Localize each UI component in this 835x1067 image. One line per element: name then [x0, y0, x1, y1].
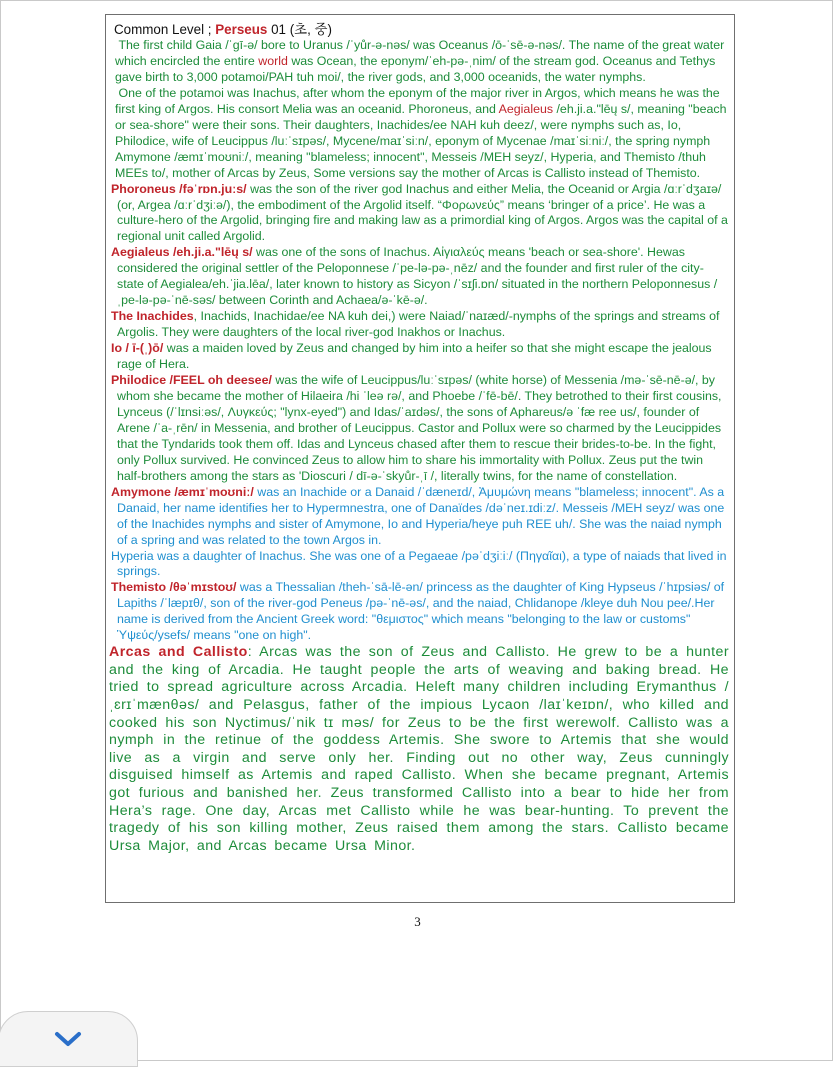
paragraph-oceanus	[109, 38, 731, 86]
document-content	[106, 15, 734, 855]
paragraph-arcas-callisto	[109, 644, 731, 855]
document-box	[105, 14, 735, 903]
paragraph-text: , Inachids, Inachidae/ee NA kuh dei,) were Naiad/ˈnaɪæd/-nymphs of the springs and streams of Argolis. They were daughters of the local river-god Inakhos or Inachus.	[117, 309, 720, 340]
entry-heading: Amymone /æmɪˈmoʊniː/	[111, 484, 254, 499]
highlight-world: world	[258, 53, 288, 68]
paragraph-aegialeus	[109, 245, 731, 309]
entry-heading: Io / ī-(ˌ)ō/	[111, 341, 164, 356]
heading-number: 01 (초, 중)	[271, 22, 332, 37]
heading-name: Perseus	[215, 22, 268, 37]
paragraph-text: was Ocean, the eponym/ˈeh-pə-ˌnim/ of the stream god. Oceanus and Tethys gave birth to 3,000 potamoi/PAH tuh moi/, the river gods, and 3,000 oceanids, the water nymphs.	[115, 53, 716, 84]
paragraph-text: : Arcas was the son of Zeus and Callisto. He grew to be a hunter and the king of Arcadia. He taught people the arts of weaving and baking bread. He tried to spread agriculture across Arcadia. Heleft many children including Erymanthus /ˌɛrɪˈmænθəs/ and Pelasgus, father of the impious Lycaon /laɪˈkeɪɒn/, who killed and cooked his son Nyctimus/ˈnik tɪ məs/ for Zeus to be the first werewolf. Callisto was a nymph in the retinue of the goddess Artemis. She swore to Artemis that she would live as a virgin and serve only her. Finding out no other way, Zeus cunningly disguised himself as Artemis and raped Callisto. When she became pregnant, Artemis got furious and banished her. Zeus transformed Callisto into a bear to hide her from Hera’s rage. One day, Arcas met Callisto while he was bear-hunting. To prevent the tragedy of his son killing mother, Zeus raised them among the stars. Callisto became Ursa Major, and Arcas became Ursa Minor.	[109, 644, 729, 854]
entry-heading: Aegialeus /eh.ji.a."lēų s/	[111, 245, 253, 260]
paragraph-themisto	[109, 580, 731, 644]
paragraph-potamoi	[109, 86, 731, 182]
heading-level: Common Level ;	[114, 22, 212, 37]
paragraph-philodice	[109, 373, 731, 485]
document-heading	[109, 21, 731, 38]
paragraph-amymone	[109, 485, 731, 549]
paragraph-text: was a Thessalian /theh-ˈsā-lē-ən/ princess as the daughter of King Hypseus /ˈhɪpsiəs/ of Lapiths /ˈlæpɪθ/, son of the river-god Peneus /pə-ˈnē-əs/, and the naiad, Chlidanope /kleye duh Nou pee/.Her name is derived from the Ancient Greek word: "θεμιστος" which means "belonging to the law or customs" Ὑψεύς/ysefs/ means "one on high".	[117, 580, 725, 643]
entry-heading: Phoroneus /fəˈrɒn.juːs/	[111, 181, 247, 196]
highlight-aegialeus: Aegialeus	[498, 101, 554, 116]
paragraph-text: One of the potamoi was Inachus, after whom the eponym of the major river in Argos, which means he was the first king of Argos. His consort Melia was an oceanid. Phoroneus, and	[115, 85, 720, 116]
page-number: 3	[414, 914, 421, 929]
entry-heading: The Inachides	[111, 309, 194, 324]
paragraph-text: was the wife of Leucippus/luːˈsɪpəs/ (white horse) of Messenia /mə-ˈsē-nē-ə/, by whom she became the mother of Hilaeira /hi ˈleə rə/, and Phoebe /ˈfē-bē/. They betrothed to their first cousins, Lynceus (/ˈlɪnsiːəs/, Λυγκεύς; "lynx-eyed") and Idas/ˈaɪdəs/, the sons of Aphareus/ə ˈfæ ree us/, founder of Arene /ˈa-ˌrēn/ in Messenia, and brother of Leucippus. Castor and Pollux were so charmed by the Leucippides that the Tyndarids took them off. Idas and Lynceus chased after them to rescue their brides-to-be. In the fight, only Pollux survived. He convinced Zeus to allow him to share his immortality with Pollux. Zeus put the twin half-brothers among the stars as 'Dioscuri / dī-ə-ˈskyůr-ˌī /, literally twins, for the name of constellation.	[117, 373, 722, 483]
chevron-down-icon	[53, 1029, 83, 1049]
paragraph-io	[109, 341, 731, 373]
paragraph-text: was a maiden loved by Zeus and changed by him into a heifer so that she might escape the jealous rage of Hera.	[117, 341, 712, 372]
paragraph-hyperia	[109, 549, 731, 581]
entry-heading: Themisto /θəˈmɪstoʊ/	[111, 580, 237, 595]
entry-heading: Arcas and Callisto	[109, 644, 248, 661]
paragraph-text: Hyperia was a daughter of Inachus. She was one of a Pegaeae /pəˈdʒiːiː/ (Πηγαῖαι), a type of naiads that lived in springs.	[111, 548, 727, 579]
paragraph-phoroneus	[109, 182, 731, 246]
paragraph-text: The first child Gaia /ˈɡī-ə/ bore to Uranus /ˈyůr-ə-nəs/ was Oceanus /ō-ˈsē-ə-nəs/. The name of the great water which encircled the entire	[115, 38, 725, 68]
collapse-toggle-button[interactable]	[0, 1011, 138, 1067]
paragraph-text: was the son of the river god Inachus and either Melia, the Oceanid or Argia /ɑːrˈdʒaɪə/ (or, Argea /ɑːrˈdʒiːə/), the embodiment of the Argolid itself. “Φορωνεύς” means ‘bringer of a price’. He was a culture-hero of the Argolid, bringing fire and making law as a primordial king of Argos. Argos was the capital of a regional unit called Argolid.	[117, 181, 728, 244]
paragraph-text: /eh.ji.a."lēų s/, meaning "beach or sea-shore" were their sons. Their daughters, Inachides/ee NAH kuh deez/, were nymphs such as, Io, Philodice, wife of Leucippus /luːˈsɪpəs/, Mycene/maɪˈsiːn/, eponym of Mycenae /maɪˈsiːniː/, the spring nymph Amymone /æmɪˈmoʊniː/, meaning "blameless; innocent", Messeis /MEH seyz/, Hyperia, and Themisto /thuh MEEs to/, mother of Arcas by Zeus, Some versions say the mother of Arcas is Callisto instead of Themisto.	[115, 101, 727, 180]
entry-heading: Philodice /FEEL oh deesee/	[111, 373, 272, 388]
paragraph-text: was an Inachide or a Danaid /ˈdænеɪd/, Ἀμυμώνη means "blameless; innocent". As a Danaid, her name identifies her to Hypermnestra, one of Danaïdes /dəˈneɪ.ɪdiːz/. Messeis /MEH seyz/ was one of the Inachides nymphs and sister of Amymone, Io and Hyperia/heye puh REE uh/. She was the naiad nymph of a spring and was related to the town Argos in.	[117, 484, 725, 547]
paragraph-text: was one of the sons of Inachus. Aἰγιαλεύς means 'beach or sea-shore'. Hewas considered the original settler of the Peloponnese /ˈpe-lə-pə-ˌnēz/ and the founder and first ruler of the city- state of Aegialea/eh.ˈjia.lēa/, later known to history as Sicyon /ˈsɪʃi.ɒn/ situated in the northern Peloponnesus /ˌpe-lə-pə-ˈnē-səs/ between Corinth and Achaea/ə-ˈkē-ə/.	[117, 245, 718, 308]
paragraph-inachides	[109, 309, 731, 341]
